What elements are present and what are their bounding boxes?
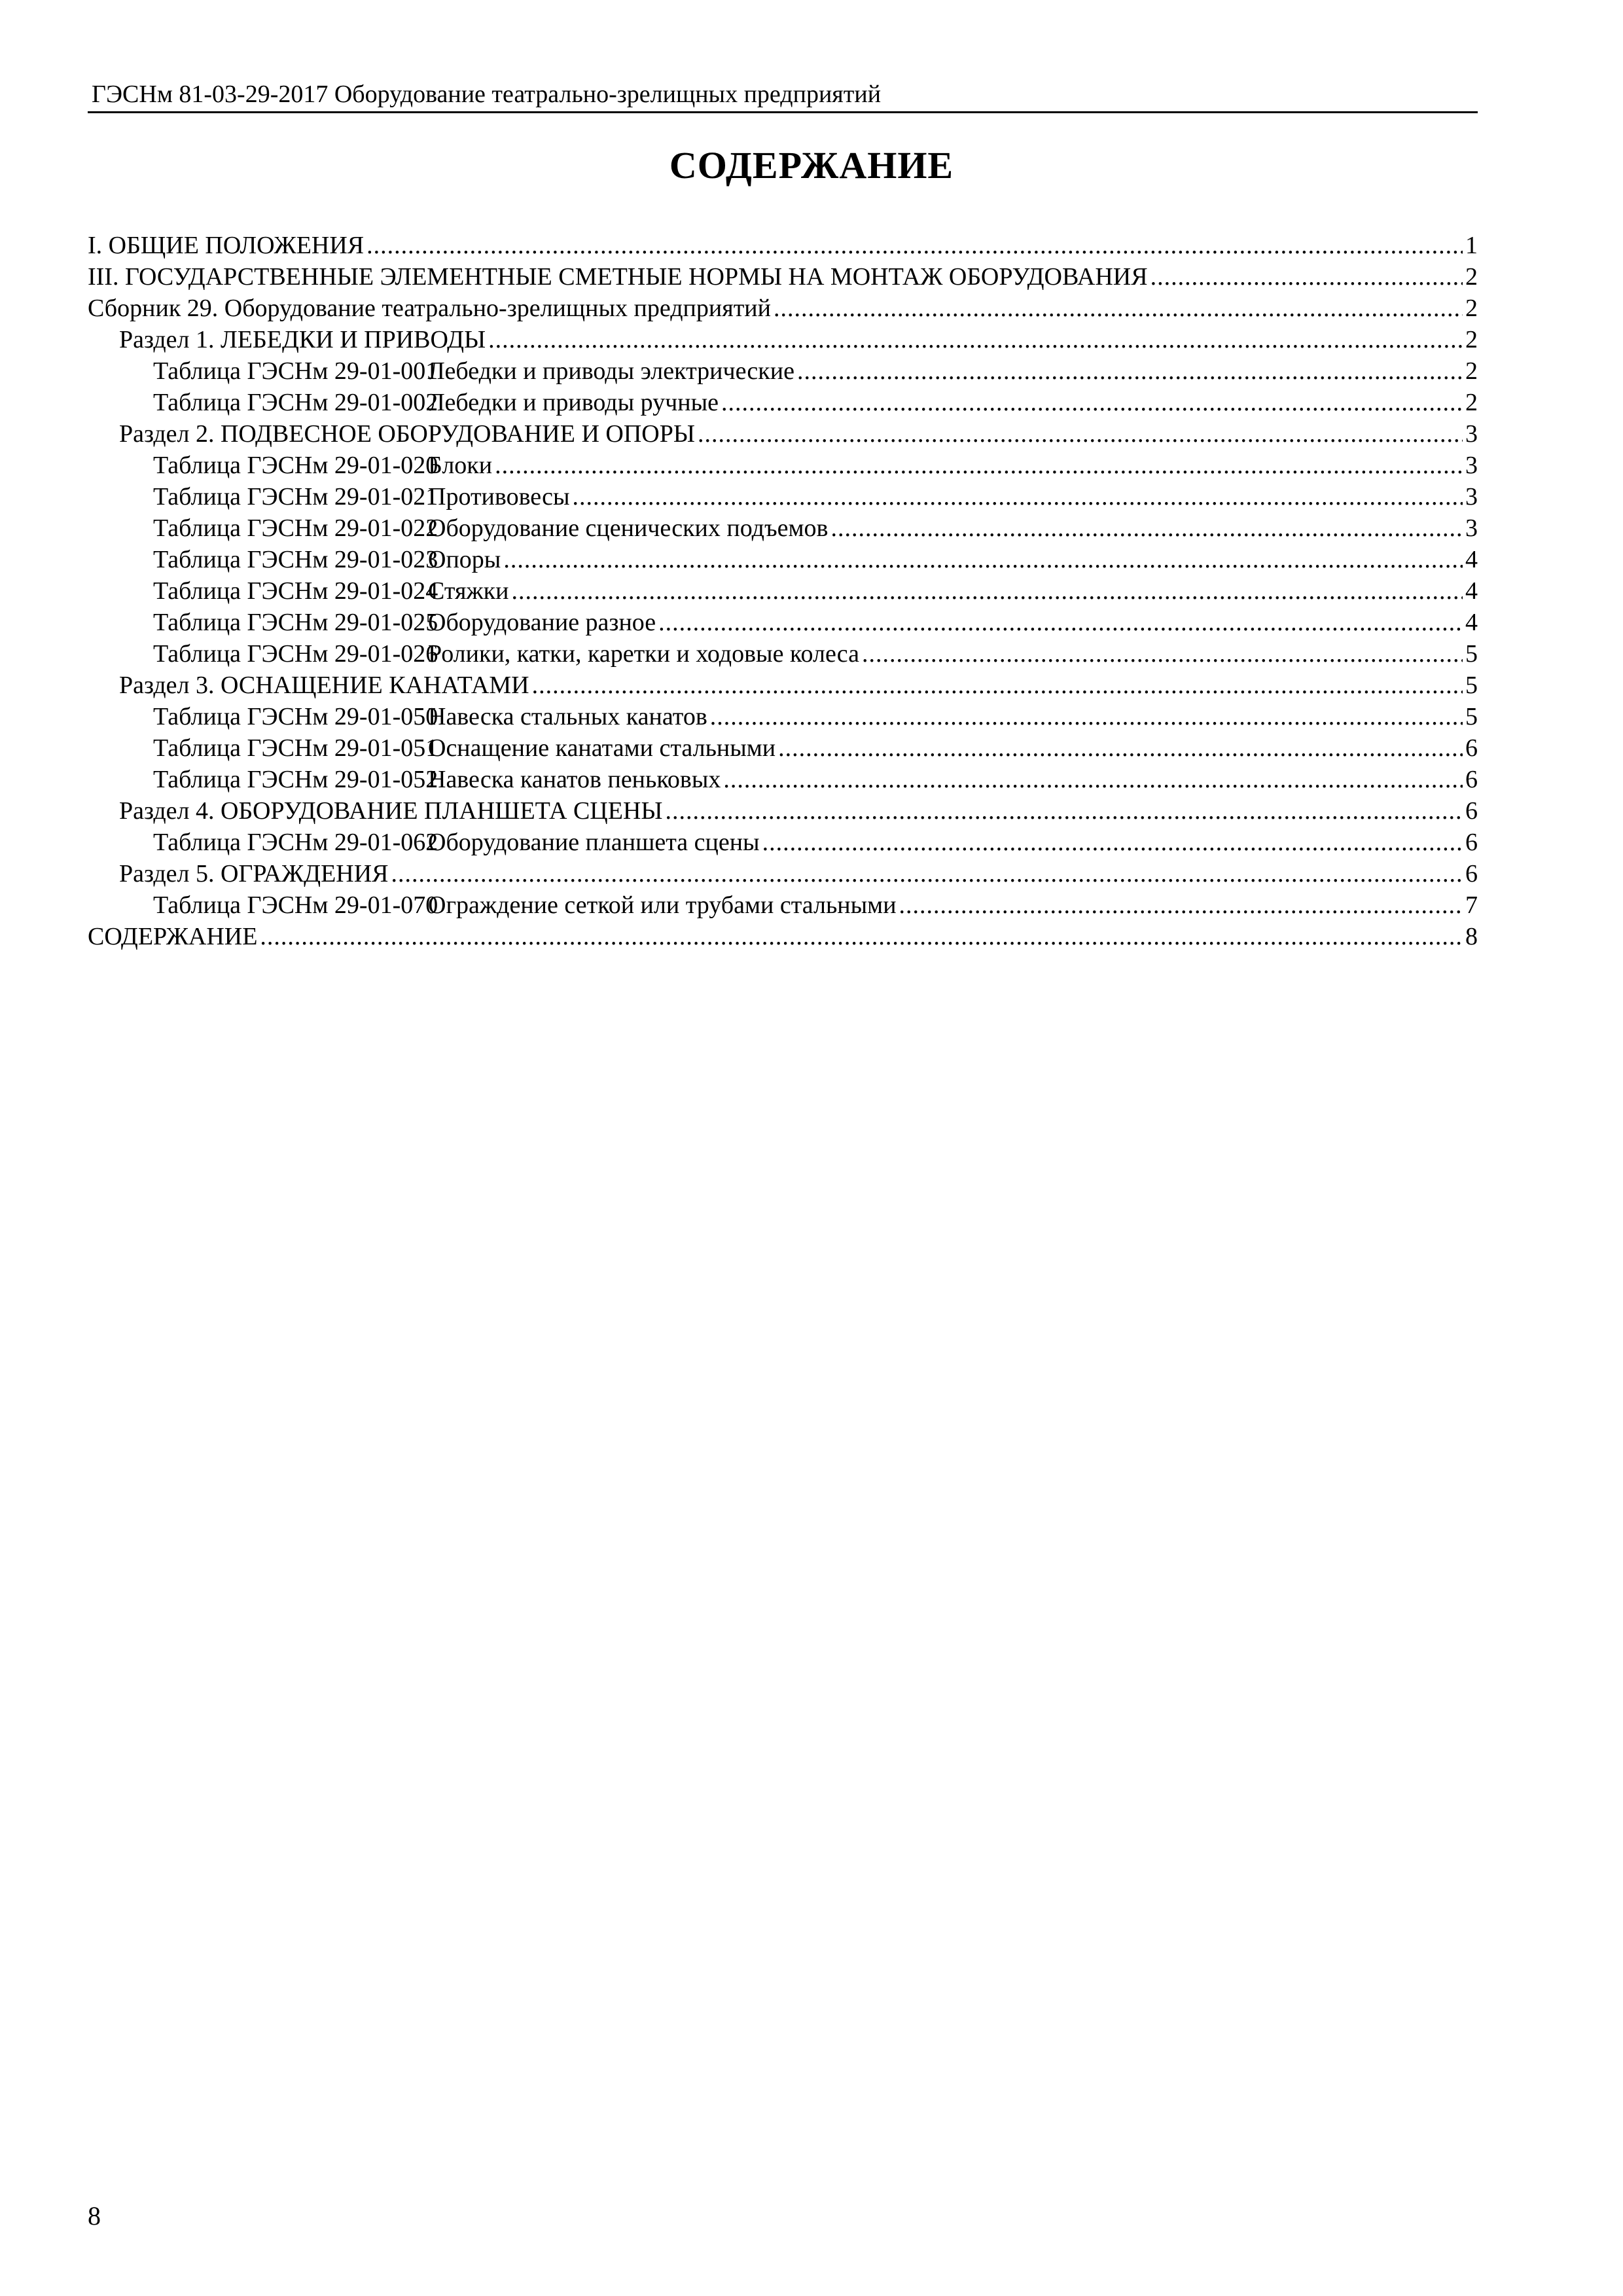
toc-entry-code: Таблица ГЭСНм 29-01-021 [153,483,438,511]
toc-entry-label: Опоры [428,546,501,573]
toc-dot-leader [391,858,1463,889]
toc-table-entry[interactable] [88,512,1478,544]
toc-entry-code: Таблица ГЭСНм 29-01-002 [153,389,438,416]
toc-dot-leader [532,670,1463,701]
toc-table-entry[interactable] [88,701,1478,732]
toc-entry-code: Таблица ГЭСНм 29-01-051 [153,734,438,762]
toc-entry-label: Навеска канатов пеньковых [428,766,721,793]
toc-entry-label: Стяжки [428,577,509,605]
page-title: СОДЕРЖАНИЕ [669,144,954,187]
toc-entry-page: 3 [1465,514,1478,542]
toc-entry-label: I. ОБЩИЕ ПОЛОЖЕНИЯ [88,232,365,259]
toc-entry-label: Оборудование разное [428,609,656,636]
toc-dot-leader [710,701,1463,732]
toc-table-entry[interactable] [88,638,1478,670]
toc-dot-leader [666,795,1463,827]
toc-table-entry[interactable] [88,827,1478,858]
toc-dot-leader [503,544,1463,575]
toc-entry-label: Лебедки и приводы электрические [428,357,794,385]
toc-entry-page: 2 [1465,263,1478,291]
toc-table-entry[interactable] [88,889,1478,921]
toc-table-entry[interactable] [88,450,1478,481]
toc-table-entry[interactable] [88,355,1478,387]
toc-entry-label: Раздел 5. ОГРАЖДЕНИЯ [119,860,389,888]
toc-entry-page: 1 [1465,232,1478,259]
toc-entry-label: Раздел 4. ОБОРУДОВАНИЕ ПЛАНШЕТА СЦЕНЫ [119,797,663,825]
toc-entry-code: Таблица ГЭСНм 29-01-001 [153,357,438,385]
toc-entry[interactable] [88,230,1478,261]
toc-entry-code: Таблица ГЭСНм 29-01-052 [153,766,438,793]
toc-entry-page: 6 [1465,797,1478,825]
toc-dot-leader [774,293,1463,324]
toc-entry-code: Таблица ГЭСНм 29-01-023 [153,546,438,573]
toc-entry-page: 3 [1465,420,1478,448]
toc-entry-page: 6 [1465,734,1478,762]
toc-section-entry[interactable] [88,795,1478,827]
toc-dot-leader [762,827,1463,858]
toc-entry-page: 6 [1465,860,1478,888]
toc-entry-page: 4 [1465,546,1478,573]
toc-entry-page: 2 [1465,295,1478,322]
toc-entry-page: 6 [1465,829,1478,856]
toc-dot-leader [778,732,1463,764]
toc-dot-leader [511,575,1463,607]
toc-table-entry[interactable] [88,387,1478,418]
toc-entry-label: Раздел 3. ОСНАЩЕНИЕ КАНАТАМИ [119,672,529,699]
toc-section-entry[interactable] [88,670,1478,701]
toc-entry-page: 2 [1465,326,1478,353]
toc-section-entry[interactable] [88,418,1478,450]
toc-entry[interactable] [88,921,1478,952]
toc-entry-page: 2 [1465,389,1478,416]
toc-entry-code: Таблица ГЭСНм 29-01-026 [153,640,438,668]
toc-table-entry[interactable] [88,607,1478,638]
toc-entry-code: Таблица ГЭСНм 29-01-020 [153,452,438,479]
toc-dot-leader [495,450,1463,481]
toc-dot-leader [899,889,1463,921]
toc-entry-code: Таблица ГЭСНм 29-01-062 [153,829,438,856]
toc-dot-leader [1150,261,1463,293]
toc-entry-page: 3 [1465,483,1478,511]
toc-entry-label: Оснащение канатами стальными [428,734,776,762]
toc-dot-leader [862,638,1463,670]
toc-entry-label: III. ГОСУДАРСТВЕННЫЕ ЭЛЕМЕНТНЫЕ СМЕТНЫЕ НОРМЫ НА МОНТАЖ ОБОРУДОВАНИЯ [88,263,1148,291]
toc-dot-leader [797,355,1463,387]
toc-entry-page: 5 [1465,703,1478,730]
toc-entry-page: 2 [1465,357,1478,385]
toc-entry-code: Таблица ГЭСНм 29-01-022 [153,514,438,542]
toc-dot-leader [721,387,1463,418]
toc-entry-label: СОДЕРЖАНИЕ [88,923,258,950]
toc-entry-label: Сборник 29. Оборудование театрально-зрелищных предприятий [88,295,771,322]
toc-entry-label: Раздел 2. ПОДВЕСНОЕ ОБОРУДОВАНИЕ И ОПОРЫ [119,420,695,448]
toc-entry-page: 5 [1465,640,1478,668]
toc-table-entry[interactable] [88,732,1478,764]
toc-dot-leader [830,512,1463,544]
toc-entry-code: Таблица ГЭСНм 29-01-024 [153,577,438,605]
running-header-title: ГЭСНм 81-03-29-2017 Оборудование театрально-зрелищных предприятий [92,81,882,108]
toc-table-entry[interactable] [88,544,1478,575]
toc-dot-leader [366,230,1463,261]
toc-entry-label: Навеска стальных канатов [428,703,707,730]
toc-dot-leader [658,607,1463,638]
toc-dot-leader [488,324,1463,355]
toc-dot-leader [573,481,1463,512]
toc-entry-page: 7 [1465,891,1478,919]
toc-entry-page: 4 [1465,577,1478,605]
toc-entry-label: Противовесы [428,483,570,511]
running-header [88,73,1478,113]
toc-entry-label: Оборудование планшета сцены [428,829,760,856]
toc-entry-label: Блоки [428,452,493,479]
toc-section-entry[interactable] [88,858,1478,889]
toc-entry-code: Таблица ГЭСНм 29-01-070 [153,891,438,919]
toc-table-entry[interactable] [88,481,1478,512]
toc-dot-leader [723,764,1463,795]
toc-entry-label: Оборудование сценических подъемов [428,514,829,542]
toc-entry-code: Таблица ГЭСНм 29-01-050 [153,703,438,730]
toc-entry-label: Ограждение сеткой или трубами стальными [428,891,897,919]
toc-table-entry[interactable] [88,575,1478,607]
toc-entry-page: 8 [1465,923,1478,950]
toc-entry-label: Ролики, катки, каретки и ходовые колеса [428,640,859,668]
toc-entry-label: Лебедки и приводы ручные [428,389,719,416]
toc-entry-page: 3 [1465,452,1478,479]
toc-section-entry[interactable] [88,324,1478,355]
table-of-contents [88,230,1478,952]
toc-table-entry[interactable] [88,764,1478,795]
toc-entry-code: Таблица ГЭСНм 29-01-025 [153,609,438,636]
toc-dot-leader [698,418,1463,450]
toc-dot-leader [260,921,1463,952]
toc-entry[interactable] [88,261,1478,293]
page-number: 8 [88,2201,101,2231]
toc-entry[interactable] [88,293,1478,324]
toc-entry-page: 5 [1465,672,1478,699]
toc-entry-label: Раздел 1. ЛЕБЕДКИ И ПРИВОДЫ [119,326,486,353]
toc-entry-page: 6 [1465,766,1478,793]
toc-entry-page: 4 [1465,609,1478,636]
